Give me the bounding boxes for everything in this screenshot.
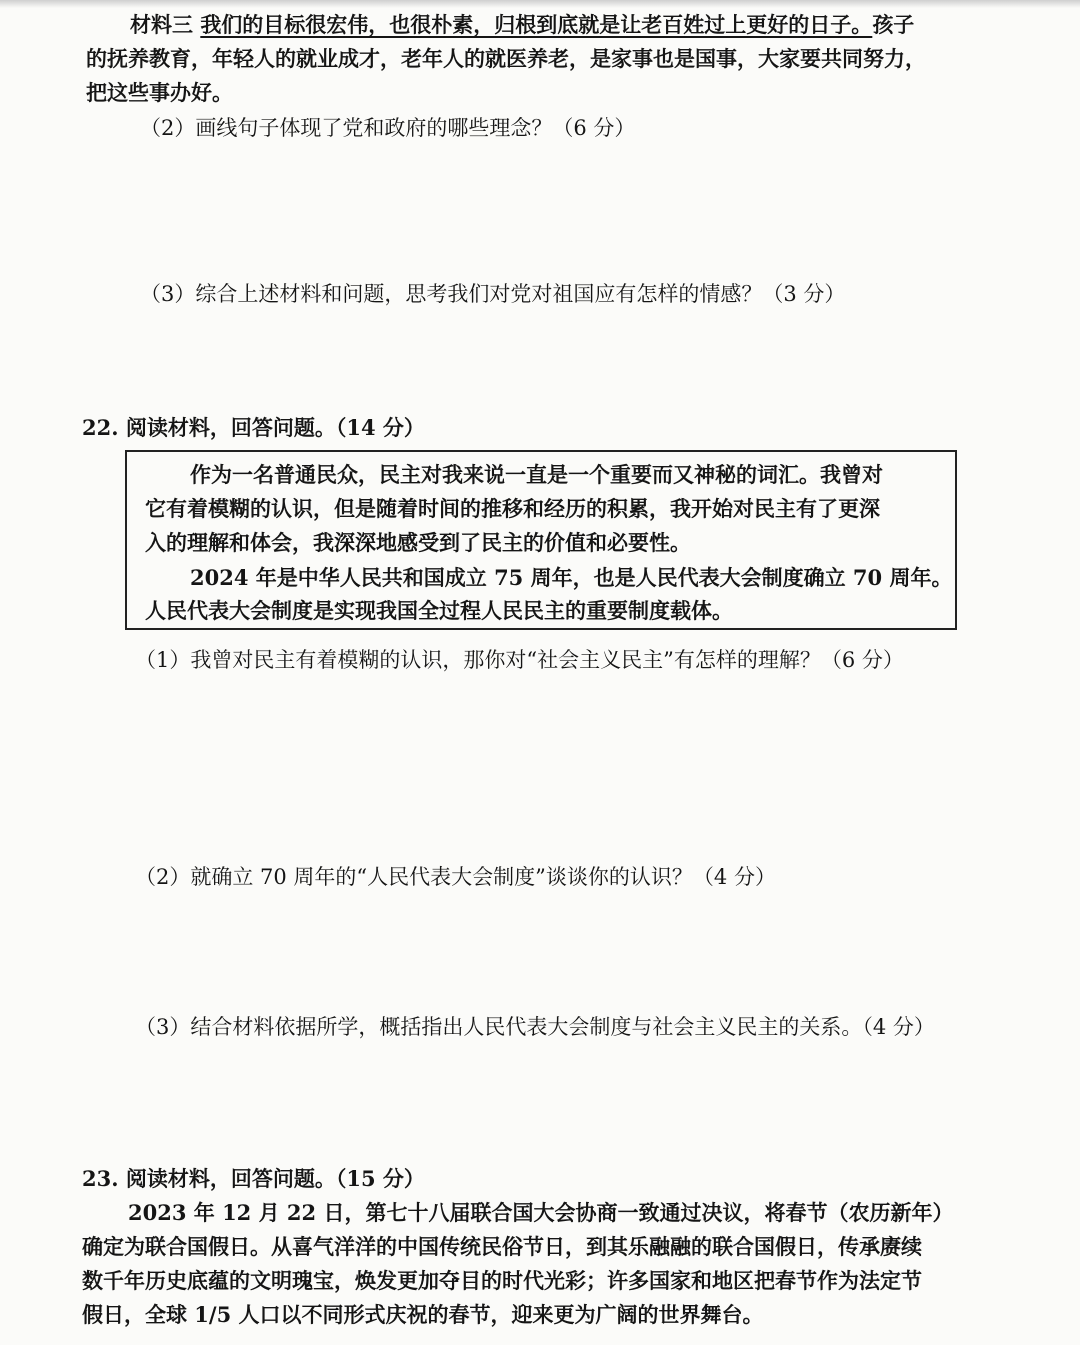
material3-label: 材料三 <box>130 12 193 37</box>
material3-underlined-sentence: 我们的目标很宏伟，也很朴素，归根到底就是让老百姓过上更好的日子。 <box>200 12 873 37</box>
material3-line1 <box>130 10 914 40</box>
q21-sub2: （2）画线句子体现了党和政府的哪些理念？（6 分） <box>140 116 636 140</box>
q22-sub2: （2）就确立 70 周年的“人民代表大会制度”谈谈你的认识？（4 分） <box>135 865 776 889</box>
q23-line: 假日，全球 1/5 人口以不同形式庆祝的春节，迎来更为广阔的世界舞台。 <box>82 1302 764 1327</box>
q22-sub1: （1）我曾对民主有着模糊的认识，那你对“社会主义民主”有怎样的理解？（6 分） <box>135 648 904 672</box>
q23-line: 确定为联合国假日。从喜气洋洋的中国传统民俗节日，到其乐融融的联合国假日，传承赓续 <box>82 1234 922 1259</box>
q22-box-line: 入的理解和体会，我深深地感受到了民主的价值和必要性。 <box>145 530 691 555</box>
q22-box-line: 它有着模糊的认识，但是随着时间的推移和经历的积累，我开始对民主有了更深 <box>145 496 880 521</box>
q21-sub3: （3）综合上述材料和问题，思考我们对党对祖国应有怎样的情感？（3 分） <box>140 282 846 306</box>
q22-box-line: 人民代表大会制度是实现我国全过程人民民主的重要制度载体。 <box>145 598 733 623</box>
material3-line3: 把这些事办好。 <box>86 80 233 105</box>
material3-line2: 的抚养教育，年轻人的就业成才，老年人的就医养老，是家事也是国事，大家要共同努力， <box>86 46 926 71</box>
page-top-edge <box>0 0 1080 8</box>
q22-box-line: 2024 年是中华人民共和国成立 75 周年，也是人民代表大会制度确立 70 周年。 <box>190 565 953 590</box>
material3-line1-rest: 孩子 <box>872 12 915 37</box>
q22-box-line: 作为一名普通民众，民主对我来说一直是一个重要而又神秘的词汇。我曾对 <box>190 462 883 487</box>
q23-line: 数千年历史底蕴的文明瑰宝，焕发更加夺目的时代光彩；许多国家和地区把春节作为法定节 <box>82 1268 922 1293</box>
q23-line: 2023 年 12 月 22 日，第七十八届联合国大会协商一致通过决议，将春节（农历新年） <box>128 1200 954 1225</box>
q22-sub3: （3）结合材料依据所学，概括指出人民代表大会制度与社会主义民主的关系。（4 分） <box>135 1015 935 1039</box>
q22-title: 22. 阅读材料，回答问题。（14 分） <box>82 415 425 440</box>
q23-title: 23. 阅读材料，回答问题。（15 分） <box>82 1166 425 1191</box>
